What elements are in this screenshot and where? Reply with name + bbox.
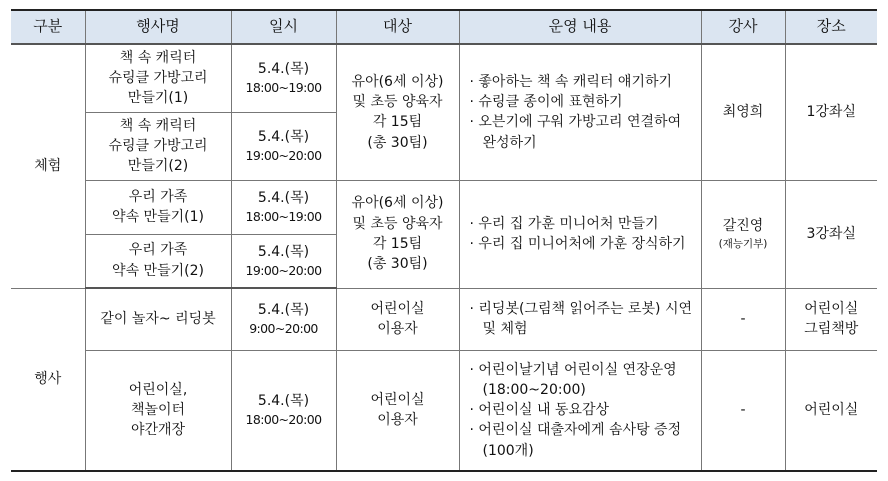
event-time: 9:00~20:00 bbox=[249, 321, 318, 337]
target-line: 유아(6세 이상) bbox=[351, 73, 444, 90]
instructor-cell: 최영희 bbox=[701, 44, 785, 180]
header-event-name: 행사명 bbox=[85, 10, 231, 44]
event-time: 19:00~20:00 bbox=[245, 148, 322, 164]
target-line: 유아(6세 이상) bbox=[351, 195, 444, 212]
target-cell bbox=[336, 350, 459, 471]
target-line: 이용자 bbox=[377, 412, 418, 429]
datetime-cell bbox=[231, 350, 336, 471]
place-cell bbox=[785, 288, 877, 350]
header-datetime: 일시 bbox=[231, 10, 336, 44]
category-event: 행사 bbox=[11, 288, 85, 471]
target-line: (총 30팀) bbox=[367, 134, 428, 151]
event-name-line: 만들기(2) bbox=[127, 158, 189, 175]
target-cell bbox=[336, 288, 459, 350]
place-line: 어린이실 bbox=[804, 300, 859, 317]
event-name-line: 책놀이터 bbox=[130, 402, 186, 419]
instructor-name: 갈진영 bbox=[722, 218, 764, 235]
event-name-line: 슈링클 가방고리 bbox=[108, 70, 208, 87]
datetime-cell bbox=[231, 288, 336, 350]
event-name-line: 책 속 캐릭터 bbox=[119, 49, 197, 66]
event-name-line: 만들기(1) bbox=[127, 90, 189, 107]
content-item: · 좋아하는 책 속 캐릭터 얘기하기 bbox=[470, 72, 697, 92]
instructor-cell: - bbox=[701, 288, 785, 350]
event-name-cell bbox=[85, 112, 231, 180]
event-date: 5.4.(목) bbox=[257, 189, 310, 206]
target-line: 어린이실 bbox=[370, 300, 425, 317]
category-experience: 체험 bbox=[11, 44, 85, 288]
content-item: · 슈링클 종이에 표현하기 bbox=[470, 92, 697, 112]
event-time: 18:00~19:00 bbox=[245, 80, 322, 96]
instructor-cell: - bbox=[701, 350, 785, 471]
target-line: 및 초등 양육자 bbox=[352, 93, 443, 110]
event-name-line: 슈링클 가방고리 bbox=[108, 137, 208, 154]
event-name-line: 우리 가족 bbox=[128, 188, 188, 205]
datetime-cell bbox=[231, 112, 336, 180]
content-item: · 어린이실 내 동요감상 bbox=[470, 400, 697, 420]
event-name-line: 어린이실, bbox=[128, 381, 188, 398]
event-date: 5.4.(목) bbox=[257, 243, 310, 260]
event-time: 18:00~20:00 bbox=[245, 412, 322, 428]
datetime-cell bbox=[231, 234, 336, 288]
content-cell bbox=[459, 350, 701, 471]
header-content: 운영 내용 bbox=[459, 10, 701, 44]
table-row bbox=[11, 44, 877, 112]
header-target: 대상 bbox=[336, 10, 459, 44]
event-date: 5.4.(목) bbox=[257, 128, 310, 145]
place-cell: 어린이실 bbox=[785, 350, 877, 471]
event-date: 5.4.(목) bbox=[257, 61, 310, 78]
target-line: 및 초등 양육자 bbox=[352, 215, 443, 232]
datetime-cell bbox=[231, 44, 336, 112]
target-cell bbox=[336, 180, 459, 288]
content-item: · 어린이날기념 어린이실 연장운영(18:00~20:00) bbox=[470, 360, 697, 401]
place-cell: 1강좌실 bbox=[785, 44, 877, 180]
target-line: (총 30팀) bbox=[367, 256, 428, 273]
header-row bbox=[11, 10, 877, 44]
target-line: 어린이실 bbox=[370, 391, 425, 408]
event-name-line: 야간개장 bbox=[130, 422, 186, 439]
event-name-cell bbox=[85, 234, 231, 288]
event-time: 19:00~20:00 bbox=[245, 262, 322, 278]
event-name-line: 같이 놀자~ 리딩봇 bbox=[100, 311, 216, 328]
target-line: 이용자 bbox=[377, 321, 418, 337]
event-time: 18:00~19:00 bbox=[245, 209, 322, 225]
event-date: 5.4.(목) bbox=[257, 302, 310, 319]
event-name-line: 약속 만들기(2) bbox=[112, 262, 204, 279]
header-category: 구분 bbox=[11, 10, 85, 44]
content-item: · 우리 집 가훈 미니어처 만들기 bbox=[470, 214, 697, 234]
event-name-cell bbox=[85, 288, 231, 350]
table-row bbox=[11, 350, 877, 471]
content-cell bbox=[459, 44, 701, 180]
place-line: 그림책방 bbox=[804, 321, 859, 337]
event-date: 5.4.(목) bbox=[257, 393, 310, 410]
target-line: 각 15팀 bbox=[372, 236, 423, 252]
header-instructor: 강사 bbox=[701, 10, 785, 44]
target-line: 각 15팀 bbox=[372, 114, 423, 131]
content-item: · 리딩봇(그림책 읽어주는 로봇) 시연 및 체험 bbox=[470, 299, 697, 340]
content-item: · 어린이실 대출자에게 솜사탕 증정(100개) bbox=[470, 420, 697, 461]
program-schedule-table bbox=[11, 9, 877, 472]
event-name-cell bbox=[85, 350, 231, 471]
event-name-line: 우리 가족 bbox=[128, 242, 188, 259]
datetime-cell bbox=[231, 180, 336, 234]
content-cell bbox=[459, 180, 701, 288]
instructor-note: (재능기부) bbox=[718, 237, 768, 250]
table-row bbox=[11, 180, 877, 234]
header-place: 장소 bbox=[785, 10, 877, 44]
content-item: · 오븐기에 구워 가방고리 연결하여 완성하기 bbox=[470, 112, 697, 153]
place-cell: 3강좌실 bbox=[785, 180, 877, 288]
content-cell bbox=[459, 288, 701, 350]
table-row bbox=[11, 288, 877, 350]
event-name-line: 약속 만들기(1) bbox=[112, 209, 204, 225]
event-name-line: 책 속 캐릭터 bbox=[119, 117, 197, 134]
event-name-cell bbox=[85, 180, 231, 234]
instructor-cell bbox=[701, 180, 785, 288]
target-cell bbox=[336, 44, 459, 180]
content-item: · 우리 집 미니어처에 가훈 장식하기 bbox=[470, 234, 697, 254]
event-name-cell bbox=[85, 44, 231, 112]
